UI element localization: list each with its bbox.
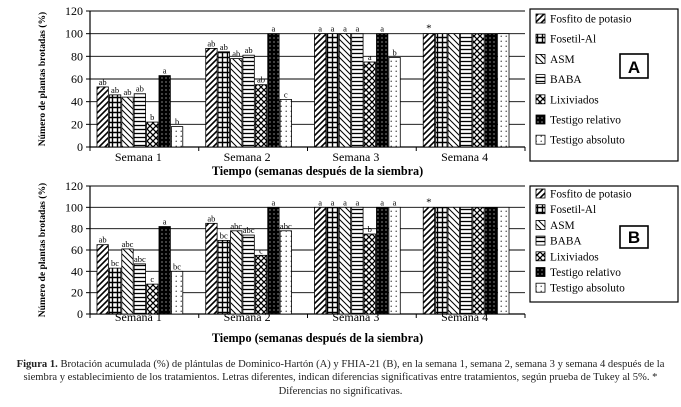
bar-baba	[243, 55, 254, 147]
significance-label: bc	[111, 258, 120, 269]
significance-label: a	[318, 197, 323, 208]
bar-fosfito-de-potasio	[206, 48, 217, 147]
significance-label: ab	[98, 76, 107, 87]
y-tick-label: 120	[65, 179, 83, 193]
bar-testigo-relativo	[268, 207, 279, 314]
significance-label: a	[162, 65, 167, 76]
significance-label: *	[426, 196, 432, 209]
bar-testigo-relativo	[159, 227, 170, 314]
bar-lixiviados	[255, 255, 266, 314]
significance-label: a	[380, 23, 385, 34]
legend-swatch	[536, 115, 545, 124]
significance-label: ab	[207, 213, 216, 224]
legend-label: Lixiviados	[550, 251, 599, 264]
bar-baba	[460, 34, 471, 147]
legend-swatch	[536, 205, 545, 214]
legend-swatch	[536, 135, 545, 144]
legend-swatch	[536, 34, 545, 43]
legend-label: Testigo absoluto	[550, 282, 625, 295]
significance-label: a	[392, 197, 397, 208]
bar-testigo-absoluto	[280, 231, 291, 314]
bar-asm	[231, 231, 242, 314]
x-axis-title: Tiempo (semanas después de la siembra)	[211, 164, 424, 178]
significance-label: abc	[121, 238, 134, 249]
significance-label: ab	[98, 234, 107, 245]
significance-label: b	[150, 112, 155, 123]
bar-asm	[122, 97, 133, 147]
bar-fosfito-de-potasio	[206, 223, 217, 314]
bar-testigo-relativo	[485, 207, 496, 314]
category-label: Semana 3	[332, 150, 380, 164]
bar-lixiviados	[473, 207, 484, 314]
legend-swatch	[536, 75, 545, 84]
legend-label: Testigo relativo	[550, 114, 622, 127]
bar-fosetil-al	[218, 240, 229, 314]
bar-fosfito-de-potasio	[423, 207, 434, 314]
significance-label: a	[355, 197, 360, 208]
bar-fosetil-al	[436, 207, 447, 314]
significance-label: c	[150, 274, 155, 285]
significance-label: c	[259, 245, 263, 256]
legend-label: Fosfito de potasio	[550, 13, 632, 26]
bar-baba	[134, 94, 145, 147]
legend-label: BABA	[550, 74, 582, 87]
bar-testigo-relativo	[159, 76, 170, 147]
y-tick-label: 40	[71, 94, 83, 109]
bar-fosetil-al	[436, 34, 447, 147]
significance-label: a	[380, 197, 385, 208]
bar-asm	[448, 34, 459, 147]
legend-label: BABA	[550, 235, 582, 248]
bar-testigo-absoluto	[389, 207, 400, 314]
legend-label: Fosetil-Al	[550, 204, 597, 217]
significance-label: a	[162, 216, 167, 227]
significance-label: ab	[207, 38, 216, 49]
bar-asm	[339, 34, 350, 147]
significance-label: ab	[135, 83, 144, 94]
bar-testigo-absoluto	[498, 34, 509, 147]
category-label: Semana 1	[114, 150, 162, 164]
category-label: Semana 4	[441, 150, 489, 164]
significance-label: a	[271, 197, 276, 208]
bar-asm	[122, 249, 133, 314]
bar-testigo-absoluto	[498, 207, 509, 314]
category-label: Semana 4	[441, 310, 489, 324]
bar-lixiviados	[473, 34, 484, 147]
panel-badge-label: A	[627, 58, 641, 77]
legend-label: Lixiviados	[550, 94, 599, 107]
legend-label: ASM	[550, 219, 575, 232]
category-label: Semana 3	[332, 310, 380, 324]
bar-fosetil-al	[327, 34, 338, 147]
bar-asm	[448, 207, 459, 314]
legend-label: Testigo relativo	[550, 267, 622, 279]
bar-fosetil-al	[109, 95, 120, 147]
legend-swatch	[536, 220, 545, 229]
legend-label: Fosetil-Al	[550, 33, 597, 46]
bar-baba	[352, 207, 363, 314]
legend-swatch	[536, 54, 545, 63]
significance-label: c	[283, 89, 288, 100]
significance-label: a	[343, 23, 347, 34]
legend-swatch	[536, 283, 545, 292]
category-label: Semana 1	[114, 310, 162, 324]
caption-text: Brotación acumulada (%) de plántulas de Dominico-Hartón (A) y FHIA-21 (B), en la semana 1, semana 2, semana 3 y semana 4 después de la siembra y establecimiento de los tratamientos. Letras diferentes, indican diferencias significativas entre tratamientos, según prueba de Tukey al 5%. * Diferencias no significativas.	[23, 359, 665, 397]
significance-label: a	[355, 23, 360, 34]
legend-label: ASM	[550, 53, 575, 66]
significance-label: a	[367, 52, 372, 62]
bar-baba	[352, 34, 363, 147]
bar-testigo-absoluto	[389, 57, 400, 147]
bar-testigo-absoluto	[280, 99, 291, 147]
significance-label: b	[392, 47, 397, 58]
y-tick-label: 0	[77, 307, 83, 321]
significance-label: b	[367, 224, 372, 234]
y-tick-label: 100	[65, 26, 83, 41]
bar-lixiviados	[147, 122, 158, 147]
legend-swatch	[536, 14, 545, 23]
legend-swatch	[536, 268, 545, 277]
category-label: Semana 2	[223, 310, 271, 324]
category-label: Semana 2	[223, 150, 271, 164]
bar-baba	[134, 264, 145, 314]
bar-fosfito-de-potasio	[97, 245, 108, 314]
caption-label: Figura 1.	[16, 359, 58, 370]
significance-label: ab	[111, 84, 120, 95]
significance-label: ab	[123, 87, 132, 98]
bar-asm	[339, 207, 350, 314]
significance-label: abc	[230, 220, 243, 231]
bar-fosfito-de-potasio	[314, 207, 325, 314]
significance-label: a	[330, 197, 335, 208]
significance-label: bc	[219, 230, 228, 241]
y-axis-title: Número de plantas brotadas (%)	[37, 11, 48, 147]
y-tick-label: 20	[71, 285, 83, 300]
bar-baba	[460, 207, 471, 314]
bar-baba	[243, 235, 254, 314]
bar-testigo-absoluto	[171, 127, 182, 147]
legend-label: Fosfito de potasio	[550, 188, 632, 201]
legend-swatch	[536, 95, 545, 104]
bar-testigo-relativo	[376, 34, 387, 147]
bar-asm	[231, 59, 242, 147]
y-tick-label: 120	[65, 4, 83, 18]
significance-label: abc	[279, 220, 292, 231]
significance-label: ab	[257, 74, 266, 85]
legend-label: Testigo absoluto	[550, 134, 625, 147]
significance-label: a	[343, 197, 347, 208]
significance-label: a	[271, 23, 276, 34]
significance-label: b	[174, 116, 180, 127]
panel-badge-label: B	[627, 228, 641, 247]
legend-swatch	[536, 252, 545, 261]
y-axis-title: Número de plantas brotadas (%)	[37, 182, 48, 318]
significance-label: ab	[219, 41, 228, 52]
chart-panel-a	[37, 4, 678, 178]
bar-testigo-absoluto	[171, 271, 182, 314]
bar-fosfito-de-potasio	[97, 87, 108, 147]
legend-swatch	[536, 236, 545, 245]
bar-lixiviados	[364, 234, 375, 314]
significance-label: abc	[133, 253, 146, 264]
y-tick-label: 40	[71, 264, 83, 279]
figure-caption	[4, 358, 677, 398]
significance-label: ab	[244, 45, 253, 56]
significance-label: *	[426, 22, 432, 35]
bar-fosetil-al	[109, 268, 120, 314]
legend-swatch	[536, 189, 545, 198]
bar-testigo-relativo	[485, 34, 496, 147]
significance-label: bc	[173, 261, 182, 272]
bar-lixiviados	[255, 85, 266, 147]
significance-label: a	[318, 23, 323, 34]
y-tick-label: 80	[71, 221, 83, 236]
bar-fosetil-al	[327, 207, 338, 314]
chart-panel-b	[37, 179, 678, 345]
y-tick-label: 20	[71, 117, 83, 132]
y-tick-label: 80	[71, 49, 83, 64]
significance-label: a	[330, 23, 335, 34]
y-tick-label: 60	[71, 72, 83, 86]
y-tick-label: 100	[65, 200, 83, 215]
bar-fosetil-al	[218, 52, 229, 147]
bar-testigo-relativo	[376, 207, 387, 314]
significance-label: ab	[232, 48, 241, 59]
bar-testigo-relativo	[268, 34, 279, 147]
bar-fosfito-de-potasio	[314, 34, 325, 147]
y-tick-label: 60	[71, 243, 83, 257]
x-axis-title: Tiempo (semanas después de la siembra)	[211, 331, 424, 345]
significance-label: abc	[242, 225, 255, 236]
y-tick-label: 0	[77, 140, 83, 154]
bar-fosfito-de-potasio	[423, 34, 434, 147]
bar-lixiviados	[364, 62, 375, 147]
